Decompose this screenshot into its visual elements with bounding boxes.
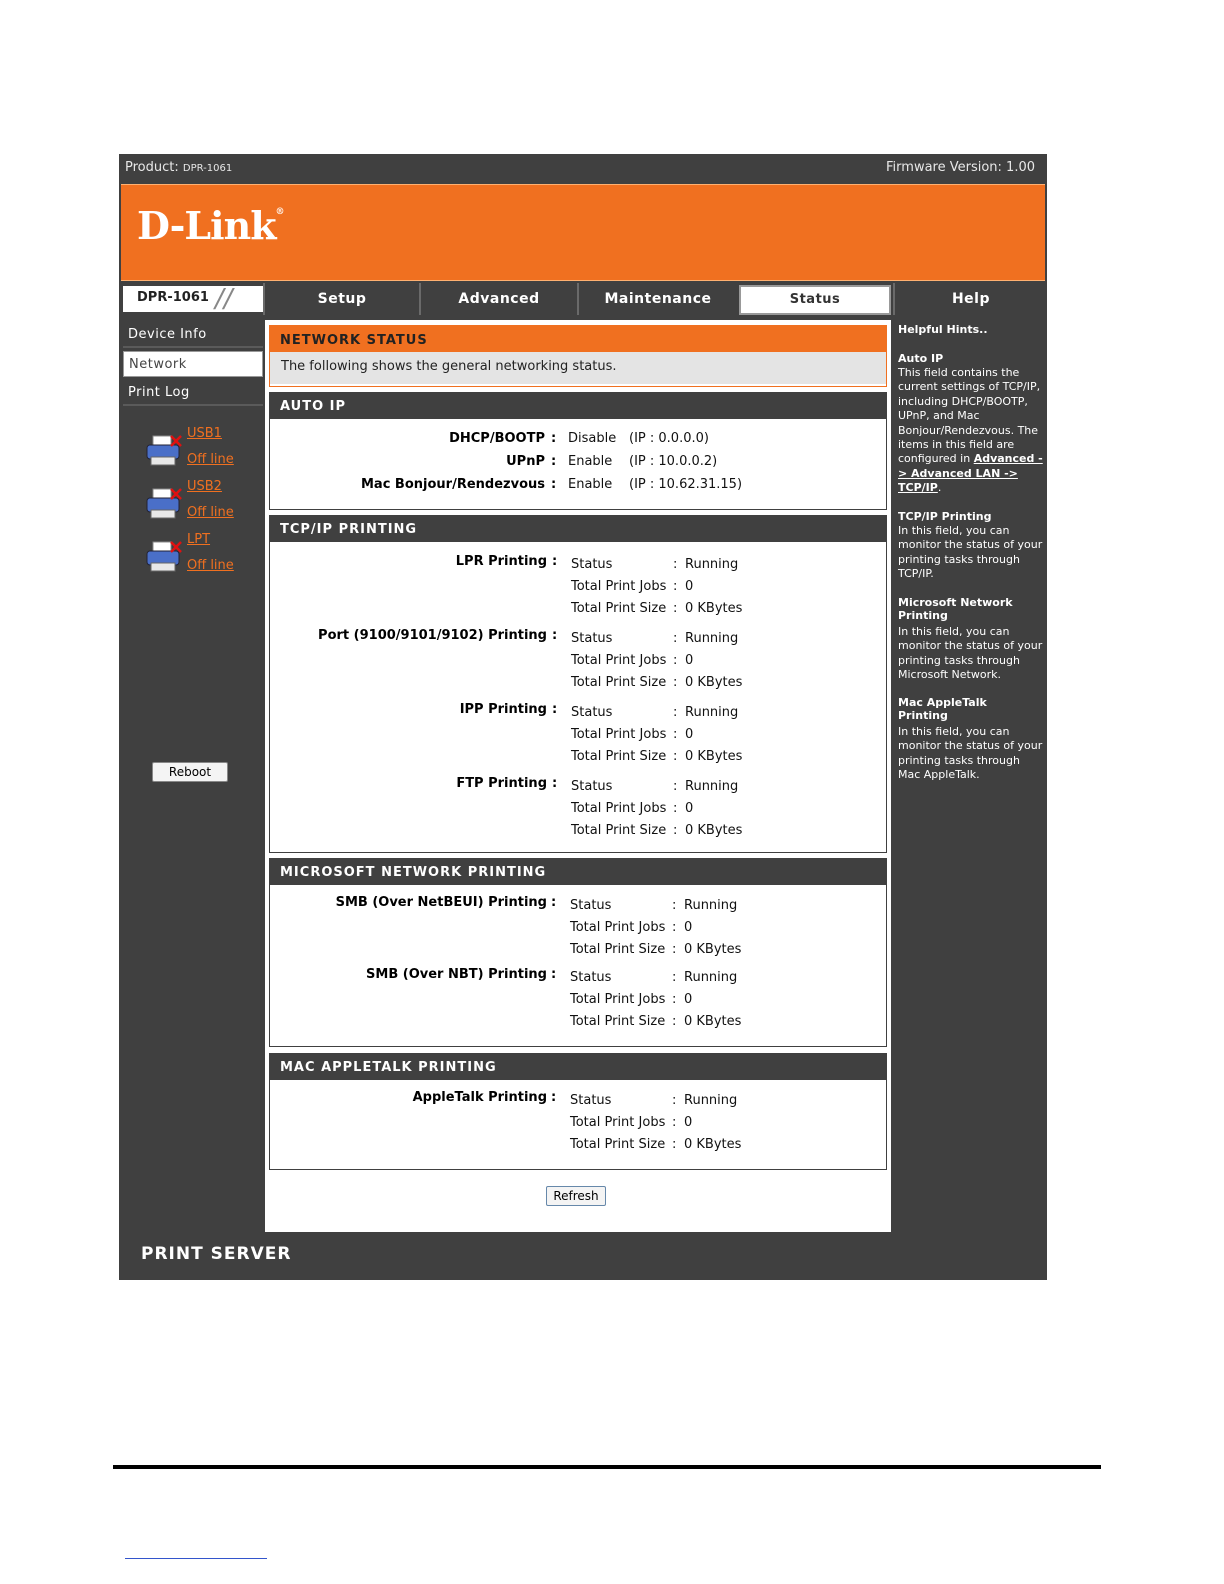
port-usb2-status[interactable]: Off line <box>187 505 234 520</box>
dlink-logo: D-Link® <box>137 203 284 248</box>
brand-banner <box>121 184 1045 281</box>
port-usb2-link[interactable]: USB2 <box>187 479 222 494</box>
microsoft-printing-title: MICROSOFT NETWORK PRINTING <box>270 859 886 885</box>
print-server-label: PRINT SERVER <box>141 1244 292 1264</box>
help-tcpip-text: In this field, you can monitor the status of your printing tasks through TCP/IP. <box>898 524 1043 581</box>
model-badge <box>123 286 265 312</box>
printer-offline-icon <box>145 487 185 521</box>
help-title: Helpful Hints.. <box>898 323 988 336</box>
network-status-title: NETWORK STATUS <box>270 326 886 352</box>
auto-ip-section: AUTO IP DHCP/BOOTP : Disable (IP : 0.0.0.0) UPnP : Enable (IP : 10.0.0.2) Mac Bonjour/Rendezvous : Enable (IP : 10.62.31.15) <box>269 392 887 510</box>
help-mac-heading: Mac AppleTalk Printing <box>898 696 987 722</box>
product-model: DPR-1061 <box>182 163 233 174</box>
printer-offline-icon <box>145 434 185 468</box>
tab-help[interactable]: Help <box>893 283 1047 315</box>
appletalk-printing-title: MAC APPLETALK PRINTING <box>270 1054 886 1080</box>
port-lpt-link[interactable]: LPT <box>187 532 211 547</box>
port-usb1 <box>145 426 255 474</box>
port-usb2 <box>145 479 255 527</box>
top-info-bar <box>119 154 1047 182</box>
tab-setup[interactable]: Setup <box>263 283 419 315</box>
help-auto-ip-heading: Auto IP <box>898 352 944 365</box>
microsoft-network-printing-section: MICROSOFT NETWORK PRINTING SMB (Over NetBEUI) Printing : Status : Running Total Print Jobs : 0 Total Print Size : 0 KBytes SMB (Over NBT) Printing : Status : Running Total Print Jobs : 0 Total Print Size : 0 KBytes <box>269 858 887 1047</box>
printer-offline-icon <box>145 540 185 574</box>
sidebar-item-device-info[interactable]: Device Info <box>123 322 263 348</box>
footnote-link-line <box>125 1558 267 1559</box>
sidebar-item-network[interactable]: Network <box>123 351 263 377</box>
router-admin-frame <box>119 154 1047 1280</box>
page-divider <box>113 1465 1101 1469</box>
product-info: Product: DPR-1061 <box>125 160 233 175</box>
port-lpt <box>145 532 255 580</box>
help-auto-ip-text: This field contains the current settings of TCP/IP, including DHCP/BOOTP, UPnP, and Mac Bonjour/Rendezvous. The items in this field are configured in Advanced -> Advanced LAN -> TCP/IP. <box>898 366 1043 495</box>
tab-maintenance[interactable]: Maintenance <box>577 283 737 315</box>
mac-appletalk-printing-section: MAC APPLETALK PRINTING AppleTalk Printing : Status : Running Total Print Jobs : 0 Total Print Size : 0 KBytes <box>269 1053 887 1170</box>
port-usb1-status[interactable]: Off line <box>187 452 234 467</box>
tcpip-printing-section: TCP/IP PRINTING LPR Printing : Status : Running Total Print Jobs : 0 Total Print Size : 0 KBytes Port (9100/9101/9102) Printing : Status : Running Total Print Jobs : 0 Total Print Size : 0 KBytes IPP Printing : Status : Running Total Print Jobs : 0 Total Print Size : 0 KBytes FTP Printing : Status : Running Total Print Jobs : 0 Total Print Size : 0 KBytes <box>269 515 887 853</box>
main-nav <box>119 282 1047 318</box>
main-content <box>265 320 891 1232</box>
tcpip-printing-title: TCP/IP PRINTING <box>270 516 886 542</box>
reboot-button[interactable]: Reboot <box>152 762 228 782</box>
advanced-lan-tcpip-link[interactable]: Advanced -> Advanced LAN -> TCP/IP <box>898 452 1043 495</box>
network-status-desc: The following shows the general networking status. <box>270 352 886 384</box>
help-sidebar <box>893 320 1045 1232</box>
sidebar-item-print-log[interactable]: Print Log <box>123 380 263 406</box>
port-usb1-link[interactable]: USB1 <box>187 426 222 441</box>
left-sidebar <box>121 320 263 1232</box>
help-mac-text: In this field, you can monitor the status of your printing tasks through Mac AppleTalk. <box>898 725 1043 782</box>
footer-bar <box>119 1234 1047 1280</box>
help-tcpip-heading: TCP/IP Printing <box>898 510 992 523</box>
help-ms-text: In this field, you can monitor the status of your printing tasks through Microsoft Network. <box>898 625 1043 682</box>
network-status-section <box>269 325 887 387</box>
tab-advanced[interactable]: Advanced <box>419 283 577 315</box>
port-lpt-status[interactable]: Off line <box>187 558 234 573</box>
firmware-version: Firmware Version: 1.00 <box>886 160 1035 175</box>
model-label: DPR-1061 <box>137 290 209 305</box>
tab-status[interactable]: Status <box>739 285 891 315</box>
help-ms-heading: Microsoft Network Printing <box>898 596 1013 622</box>
slashes-decoration: // <box>215 284 233 314</box>
refresh-button[interactable]: Refresh <box>546 1186 606 1206</box>
auto-ip-title: AUTO IP <box>270 393 886 419</box>
